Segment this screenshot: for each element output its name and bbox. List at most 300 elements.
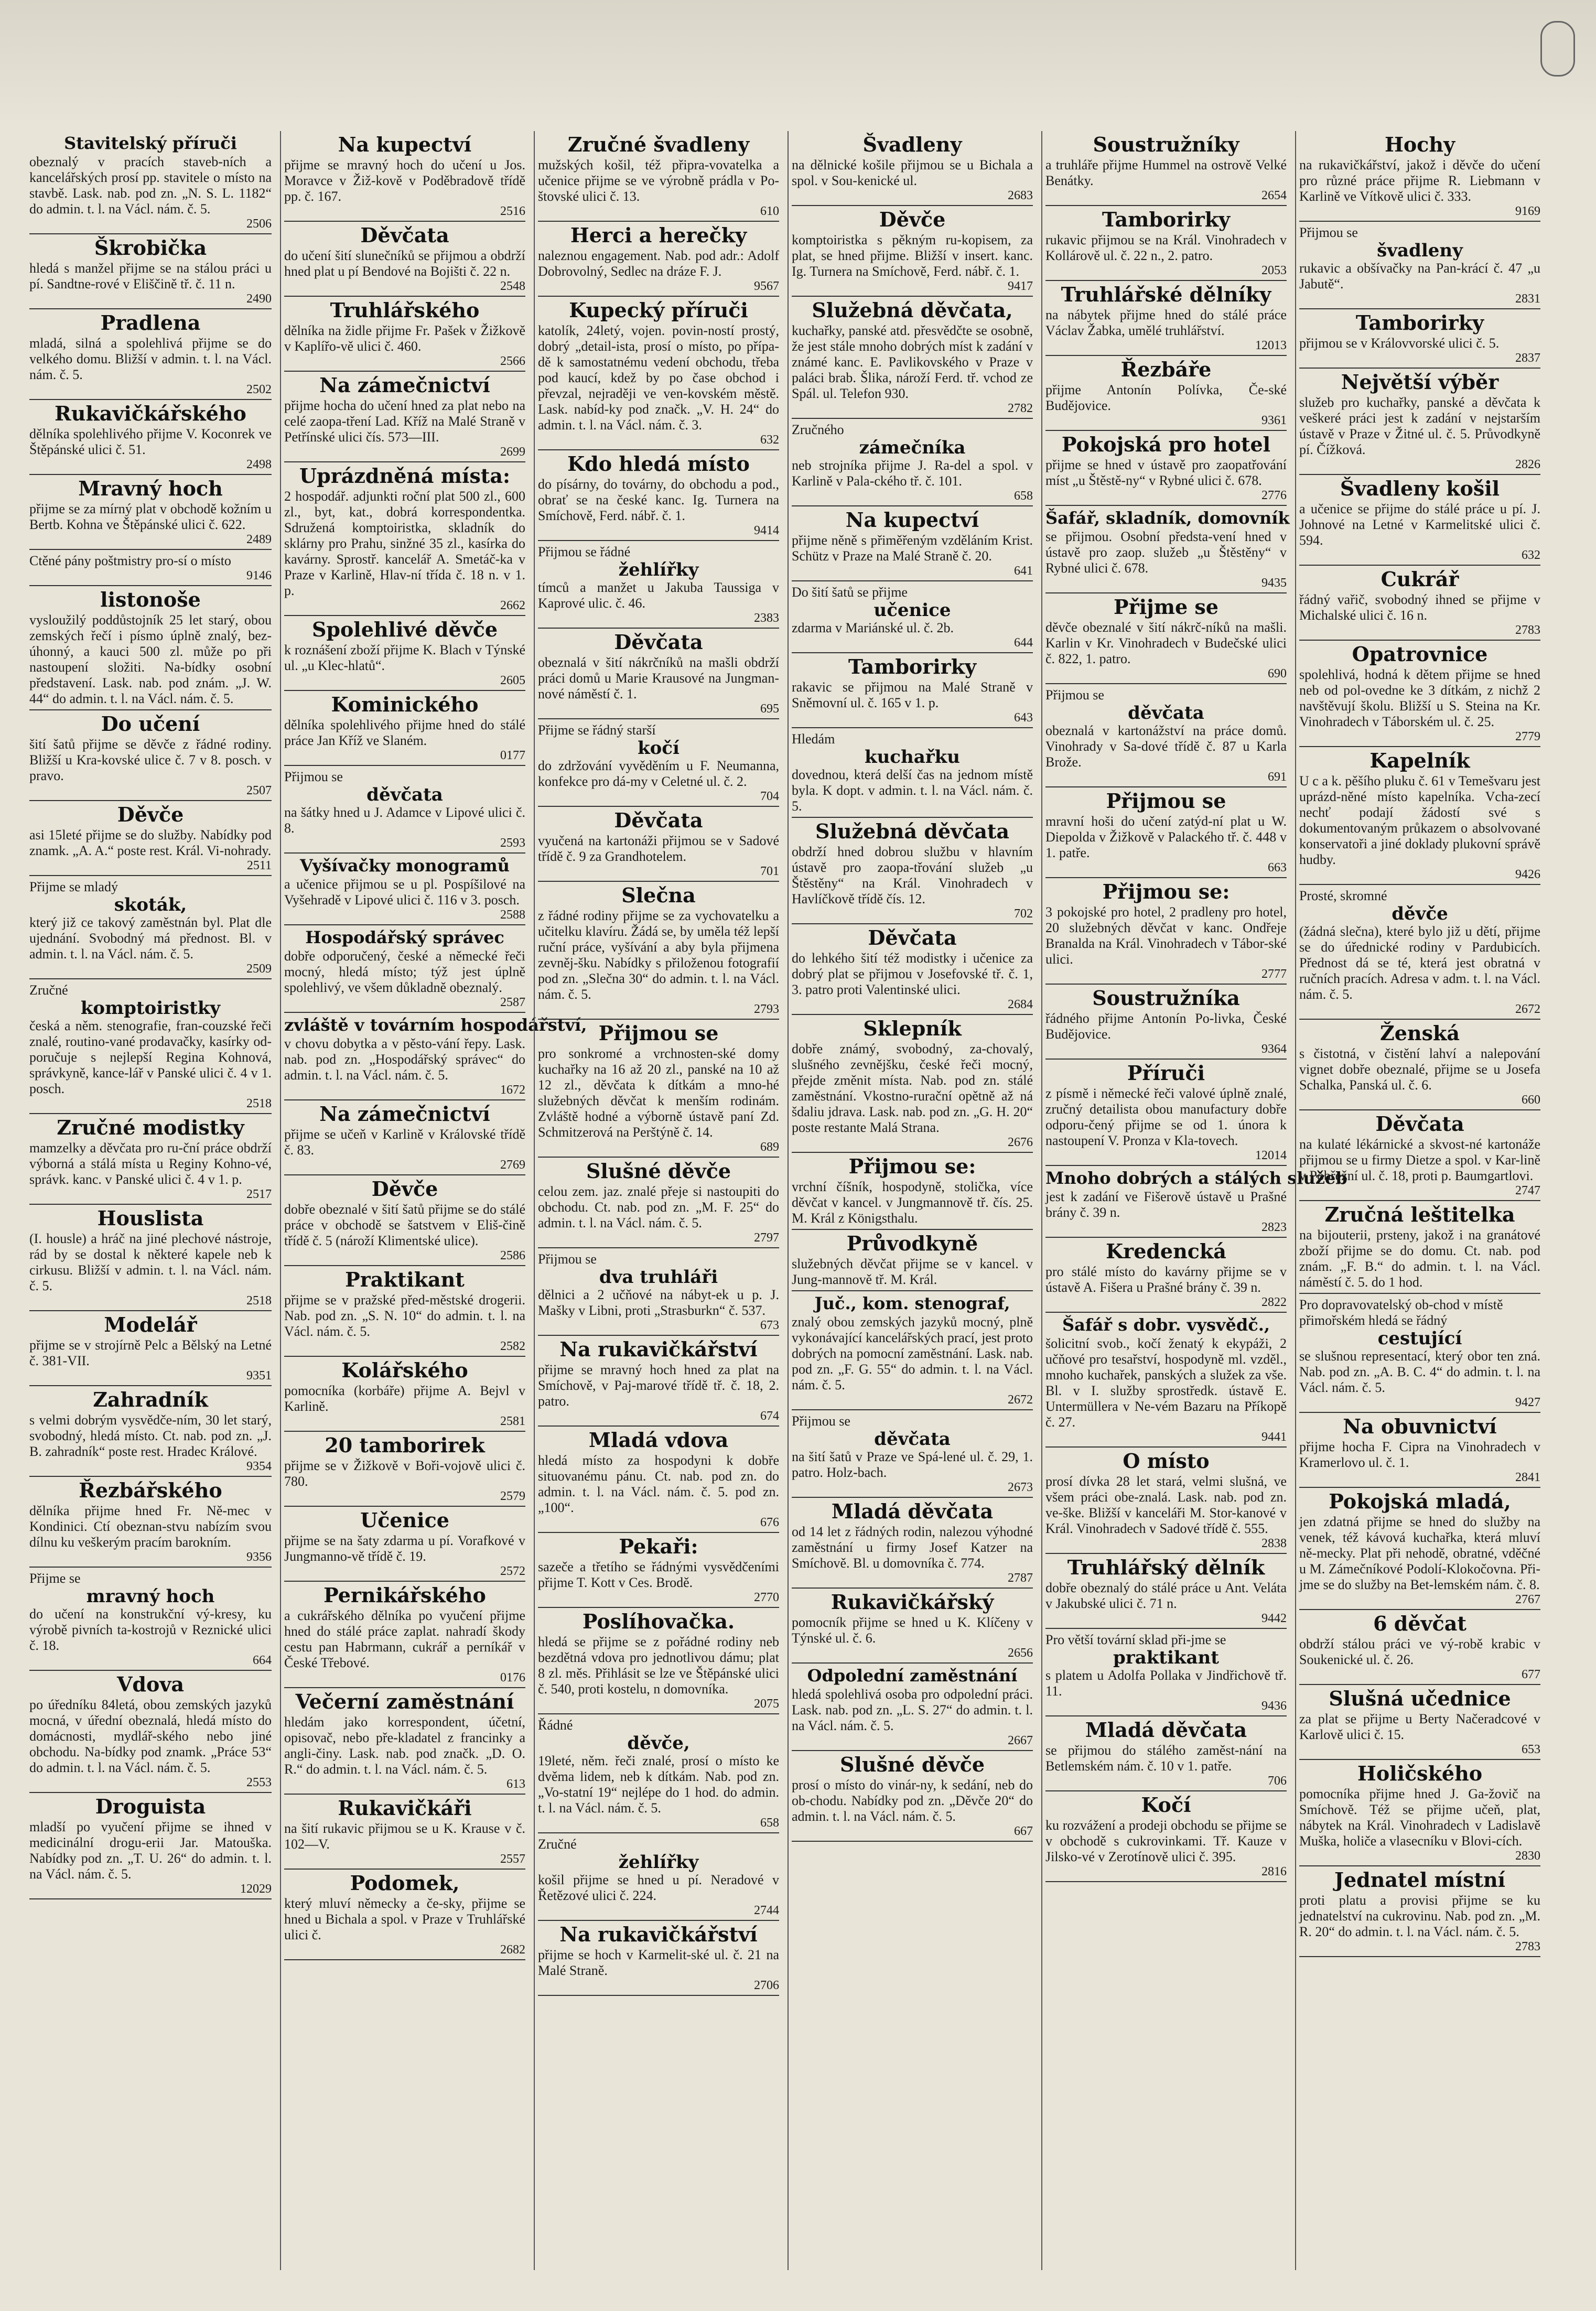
classified-ad — [538, 1921, 779, 1996]
classified-ad — [284, 1870, 525, 1960]
classified-ad — [1299, 1201, 1540, 1294]
ad-lead-text: Řádné — [538, 1718, 573, 1733]
ad-reference-number: 2744 — [754, 1904, 779, 1917]
classified-ad — [1045, 787, 1287, 878]
classified-ad — [284, 1795, 525, 1870]
classified-ad — [1045, 1238, 1287, 1313]
ad-body-text: dobře odporučený, české a německé řeči mocný, hledá místo; týž jest úplně spolehlivý, ve všem důkladně obeznalý. — [284, 948, 525, 995]
ad-lead-text: Zručného — [792, 422, 844, 437]
ad-heading: Služebná děvčata — [815, 819, 1010, 843]
classified-ad — [538, 1336, 779, 1427]
ad-heading: Pradlena — [100, 311, 201, 334]
classified-ad — [538, 131, 779, 222]
ad-heading: Uprázdněná místa: — [299, 464, 511, 488]
ad-heading: Opatrovnice — [1352, 642, 1488, 666]
classified-ad — [1299, 475, 1540, 566]
ad-heading: Zručné švadleny — [567, 133, 750, 156]
ad-heading: 20 tamborirek — [325, 1433, 485, 1457]
classified-ad — [538, 541, 779, 629]
ad-reference-number: 2516 — [500, 204, 525, 218]
classified-ad — [538, 1427, 779, 1533]
ad-reference-number: 12013 — [1255, 339, 1287, 352]
ad-reference-number: 9417 — [1008, 279, 1033, 293]
classified-ad — [1045, 1629, 1287, 1716]
ad-heading: Šafář s dobr. vysvědč., — [1062, 1315, 1270, 1335]
classified-ad — [792, 924, 1033, 1015]
ad-body-text: hledá s manžel přijme se na stálou práci u pí. Sandtne-rové v Eliščině tř. č. 11 n. — [29, 261, 272, 291]
column-3 — [534, 131, 782, 2270]
ad-heading: Vyšívačky monogramů — [300, 856, 510, 876]
ad-reference-number: 702 — [1014, 907, 1033, 921]
ad-heading: Juč., kom. stenograf, — [814, 1293, 1010, 1313]
ad-heading: Herci a herečky — [570, 223, 747, 247]
ad-heading: listonoše — [100, 588, 201, 611]
ad-lead-text: Přijme se řádný starší — [538, 722, 656, 738]
ad-heading: Poslíhovačka. — [582, 1610, 735, 1633]
ad-reference-number: 2683 — [1008, 189, 1033, 202]
classified-ad — [792, 1664, 1033, 1751]
classified-ad — [29, 550, 272, 586]
ad-body-text: hledám jako korrespondent, účetní, opisovač, nebo pře-kladatel z francinky a angli-činy. Lask. nab. pod značk. „D. O. R.“ do admin. t. l. na Václ. nám. č. 5. — [284, 1714, 525, 1777]
ad-body-text: asi 15leté přijme se do služby. Nabídky pod znamk. „A. A.“ poste rest. Král. Vi-nohrady. — [29, 827, 272, 858]
classified-ad — [1045, 131, 1287, 206]
ad-body-text: 2 hospodář. adjunkti roční plat 500 zl., 600 zl., byt, kat., dobrá korrespondentka. Sdružená komptoiristka, skladník do sklárny pro Prahu, sinžné 35 zl., kasírka do kavárny. Sprostř. kancelář A. Smetáč-ka v Praze v Karlině, Hlav-ní třída č. 18 n. v 1. p. — [284, 489, 525, 598]
classified-ad — [538, 1020, 779, 1158]
ad-reference-number: 2579 — [500, 1489, 525, 1503]
ad-body-text: hledá spolehlivá osoba pro odpolední práci. Lask. nab. pod zn. „L. S. 27“ do admin. t. l. na Václ. nám. č. 5. — [792, 1687, 1033, 1733]
ad-body-text: od 14 let z řádných rodin, nalezou výhodné zaměstnání u firmy Josef Katzer na Smíchově. Bl. u domovníka č. 774. — [792, 1524, 1033, 1571]
ad-reference-number: 9435 — [1261, 576, 1287, 590]
page-corner-icon — [1540, 21, 1575, 77]
ad-reference-number: 2518 — [246, 1097, 272, 1110]
ad-heading: Kominického — [331, 693, 479, 716]
ad-heading: Zručná leštitelka — [1324, 1203, 1515, 1226]
ad-subheading: kuchařku — [865, 747, 960, 768]
ad-body-text: do zdržování vyvěděním u F. Neumanna, konfekce pro dá-my v Celetné ul. č. 2. — [538, 758, 779, 789]
classified-ad — [1045, 593, 1287, 684]
ad-lead-text: Ctěné pány poštmistry pro-sí o místo — [29, 553, 231, 568]
ad-lead-text: Přijme se mladý — [29, 879, 118, 894]
ad-heading: Děvčata — [614, 808, 703, 832]
ad-heading: Cukrář — [1381, 567, 1459, 591]
ad-subheading: žehlířky — [618, 559, 699, 580]
classified-ad — [792, 419, 1033, 506]
ad-reference-number: 2770 — [754, 1591, 779, 1604]
ad-body-text: přijme Antonín Polívka, Če-ské Budějovice. — [1045, 382, 1287, 413]
ad-reference-number: 0176 — [500, 1671, 525, 1684]
ad-reference-number: 664 — [253, 1654, 272, 1667]
classified-ad — [1045, 985, 1287, 1060]
classified-ad — [284, 1175, 525, 1266]
ad-reference-number: 2822 — [1261, 1295, 1287, 1309]
classified-ad — [1299, 747, 1540, 885]
classified-ad — [792, 1751, 1033, 1842]
ad-subheading: zámečníka — [859, 437, 966, 458]
ad-body-text: proti platu a provisi přijme se ku jednatelství na cukrovinu. Nab. pod zn. „M. R. 20“ do admin. t. l. na Václ. nám. č. 5. — [1299, 1893, 1540, 1939]
ad-reference-number: 2511 — [246, 859, 272, 872]
classified-ad — [1045, 206, 1287, 281]
ad-subheading: děvčata — [366, 784, 443, 805]
ad-body-text: pro stálé místo do kavárny přijme se v ústavě A. Fišera u Prašné brány č. 39 n. — [1045, 1264, 1287, 1295]
classified-ad — [1299, 1610, 1540, 1685]
ad-reference-number: 2777 — [1261, 967, 1287, 981]
ad-reference-number: 9354 — [246, 1460, 272, 1473]
classified-ad — [29, 1311, 272, 1386]
ad-body-text: vrchní číšník, hospodyně, stolička, více děvčat v kancel. v Jungmannově tř. čís. 25. M. Král z Königsthalu. — [792, 1179, 1033, 1226]
ad-heading: Sklepník — [863, 1017, 962, 1040]
ad-body-text: rukavic a obšívačky na Pan-krácí č. 47 „u Jabutě“. — [1299, 261, 1540, 291]
ad-heading: Řezbáře — [1120, 358, 1212, 381]
ad-heading: Přijmou se — [1106, 789, 1226, 813]
ad-heading: Večerní zaměstnání — [295, 1690, 514, 1713]
ad-body-text: prosí o místo do vinár-ny, k sedání, neb do ob-chodu. Nabídky pod zn. „Děvče 20“ do admin. t. l. na Václ. nám. č. 5. — [792, 1777, 1033, 1824]
ad-reference-number: 2673 — [1008, 1481, 1033, 1494]
ad-heading: 6 děvčat — [1373, 1612, 1466, 1635]
classified-ad — [1299, 1294, 1540, 1413]
ad-body-text: přijme se hned v ústavě pro zaopatřování míst „u Štěstě-ny“ v Rybné ulici č. 678. — [1045, 457, 1287, 488]
ad-reference-number: 9436 — [1261, 1699, 1287, 1713]
ad-lead-text: Přijmou se — [1045, 687, 1104, 703]
ad-reference-number: 658 — [760, 1816, 779, 1830]
ad-body-text: přijme se v Žižkově v Boři-vojově ulici č. 780. — [284, 1458, 525, 1489]
ad-body-text: U c a k. pěšího pluku č. 61 v Temešvaru jest uprázd-něné místo kapelníka. Vcha-zecí nechť podají žádostí své s dokumentovaným průkazem o absolvované konservatoři a jiné doklady plukovní správě hudby. — [1299, 773, 1540, 867]
ad-reference-number: 2830 — [1515, 1849, 1540, 1863]
ad-reference-number: 2509 — [246, 962, 272, 976]
classified-ad — [29, 876, 272, 979]
ad-reference-number: 2747 — [1515, 1184, 1540, 1197]
ad-heading: Děvčata — [614, 630, 703, 654]
ad-reference-number: 12029 — [240, 1882, 272, 1896]
ad-body-text: řádný vařič, svobodný ihned se přijme v Michalské ulici č. 16 n. — [1299, 592, 1540, 623]
ad-heading: Pokojská mladá, — [1329, 1489, 1511, 1513]
classified-ad — [284, 1582, 525, 1688]
ad-body-text: děvče obeznalé v šití nákrč-níků na mašli. Karlin v Kr. Vinohradech v Budečské ulici č. 822, 1. patro. — [1045, 620, 1287, 666]
ad-heading: zvláště v továrním hospodářství, — [284, 1015, 587, 1035]
ad-body-text: kuchařky, panské atd. přesvědčte se osobně, že jest stále mnoho dobrých míst k zadání v známé kanc. E. Pavlikovského v Praze v paláci brab. Šlika, nároží Ferd. tř. vchod ze Spál. ul. Telefon 930. — [792, 323, 1033, 401]
ad-body-text: pomocníka přijme hned J. Ga-žovič na Smíchově. Též se přijme učeň, plat, nábytek na Král. Vinohradech v Ladislavě Muška, holiče a vlasecníku v Blovi-cích. — [1299, 1786, 1540, 1849]
ad-heading: Mladá děvčata — [831, 1499, 994, 1523]
classified-ad — [1045, 1060, 1287, 1166]
ad-reference-number: 2654 — [1261, 189, 1287, 202]
ad-body-text: k roznášení zboží přijme K. Blach v Týnské ul. „u Klec-hlatů“. — [284, 642, 525, 673]
ad-heading: Mravný hoch — [78, 477, 223, 500]
ad-heading: Modelář — [104, 1313, 197, 1336]
ad-body-text: řádného přijme Antonín Po-livka, České Budějovice. — [1045, 1011, 1287, 1042]
ad-body-text: do písárny, do továrny, do obchodu a pod., obrať se na české kanc. Ig. Turnera na Smíchově, Ferd. nábř. č. 1. — [538, 477, 779, 523]
classified-ad — [792, 728, 1033, 818]
classified-ad — [1299, 1760, 1540, 1866]
ad-subheading: skoták, — [114, 894, 187, 915]
ad-reference-number: 2553 — [246, 1776, 272, 1789]
classified-ad — [284, 1357, 525, 1432]
classified-ad — [1045, 281, 1287, 356]
classified-ad — [284, 372, 525, 462]
ad-heading: Holičského — [1357, 1762, 1483, 1785]
ad-reference-number: 9356 — [246, 1550, 272, 1564]
ad-body-text: přijme se mravný hoch do učení u Jos. Moravce v Žiž-kově v Poděbradově třídě pp. č. 167. — [284, 157, 525, 204]
ad-body-text: přijme hocha do učení hned za plat nebo na celé zaopa-tření Lad. Kříž na Malé Straně v Petřínské ulici čís. 573—III. — [284, 398, 525, 445]
ad-lead-text: Přijmou se řádné — [538, 544, 631, 559]
ad-body-text: pro sonkromé a vrchnosten-ské domy kuchařky na 16 až 20 zl., panské na 10 až 12 zl., děvčata k dítkám a mno-hé služebných děvčat k menším rodinám. Zvláště hodné a výborně ústavě paní Zd. Schmitzerová na Perštýně č. 14. — [538, 1046, 779, 1140]
ad-body-text: přijme se v pražské před-městské drogerii. Nab. pod zn. „S. N. 10“ do admin. t. l. na Václ. nám. č. 5. — [284, 1292, 525, 1339]
ad-body-text: vysloužilý poddůstojník 25 let starý, obou zemských řečí i písmo úplně znalý, bez-úhonný, a kauci 500 zl. může po při nastoupení složiti. Na-bídky osobní představení. Lask. nab. pod znám. „J. W. 44“ do admin. t. l. na Václ. nám. č. 5. — [29, 612, 272, 706]
ad-reference-number: 2588 — [500, 908, 525, 922]
ad-body-text: hledá místo za hospodyni k dobře situovanému pánu. Ct. nab. pod zn. do admin. t. l. na Václ. nám. č. 5. pod zn. „100“. — [538, 1453, 779, 1515]
ad-reference-number: 676 — [760, 1516, 779, 1529]
classified-ad — [792, 297, 1033, 419]
ad-body-text: s čistotná, v čistění lahví a nalepování vignet dobře obeznalé, přijme se u Josefa Schalka, Panská ul. č. 6. — [1299, 1046, 1540, 1093]
ad-heading: Stavitelský příruči — [64, 133, 237, 153]
ad-reference-number: 2672 — [1008, 1393, 1033, 1407]
ad-reference-number: 667 — [1014, 1824, 1033, 1838]
ad-reference-number: 2699 — [500, 445, 525, 459]
ad-body-text: z řádné rodiny přijme se za vychovatelku a učitelku klavíru. Žádá se, by uměla též lepší ruční práce, vyšívání a aby byla přijmena zevněj-šku. Nabídky s přiloženou fotografií pod zn. „Slečna 30“ do admin. t. l. na Václ. nám. č. 5. — [538, 908, 779, 1002]
classified-ad — [538, 450, 779, 541]
ad-reference-number: 644 — [1014, 636, 1033, 650]
ad-heading: Tamborirky — [1102, 208, 1231, 231]
ad-body-text: spolehlivá, hodná k dětem přijme se hned neb od pol-ovedne ke 3 dítkám, z nichž 2 navštěvují školu. Bližší u S. Steina na Kr. Vinohradech v Táborském ul. č. 25. — [1299, 667, 1540, 729]
ad-heading: Na kupectví — [338, 133, 472, 156]
classified-ad — [538, 882, 779, 1020]
ad-heading: Soustružníka — [1092, 986, 1240, 1010]
ad-reference-number: 658 — [1014, 489, 1033, 503]
ad-reference-number: 2782 — [1008, 402, 1033, 415]
ad-heading: Kupecký příruči — [569, 298, 748, 322]
ad-heading: Do učení — [101, 712, 200, 736]
ad-body-text: zdarma v Mariánské ul. č. 2b. — [792, 620, 954, 635]
ad-reference-number: 2682 — [500, 1943, 525, 1957]
ad-body-text: přijme se učeň v Karlině v Královské třídě č. 83. — [284, 1127, 525, 1158]
ad-body-text: přijme se za mírný plat v obchodě kožním u Bertb. Kohna ve Štěpánské ulici č. 622. — [29, 501, 272, 532]
classified-ad — [1045, 1166, 1347, 1238]
ad-reference-number: 2783 — [1515, 1940, 1540, 1953]
classified-ad — [1045, 1716, 1287, 1791]
ad-body-text: přijme se mravný hoch hned za plat na Smíchově, v Paj-marové třídě tř. č. 18, 2. patro. — [538, 1362, 779, 1409]
ad-heading: Mnoho dobrých a stálých služeb — [1045, 1168, 1347, 1188]
ad-heading: Šafář, skladník, domovník — [1045, 508, 1290, 528]
ad-body-text: sazeče a třetího se řádnými vysvědčeními přijme T. Kott v Ces. Brodě. — [538, 1559, 779, 1590]
ad-heading: Kdo hledá místo — [567, 452, 750, 476]
ad-heading: Děvče — [371, 1177, 438, 1201]
classified-ad — [792, 1291, 1033, 1410]
classified-ad — [1045, 1448, 1287, 1554]
ad-heading: Praktikant — [345, 1268, 465, 1291]
ad-body-text: jen zdatná přijme se hned do služby na venek, též kávová kuchařka, která mluví ně-mecky. Plat při nehodě, obratné, vděčné u M. Zámečníkové Podolí-Klokočovna. Při-jme se do služby na Bet-lemském nám. č. 8. — [1299, 1514, 1540, 1592]
ad-reference-number: 704 — [760, 790, 779, 803]
ad-subheading: žehlířky — [618, 1852, 699, 1873]
ad-reference-number: 2593 — [500, 836, 525, 850]
ad-heading: Děvčata — [360, 223, 449, 247]
classified-ad — [284, 1266, 525, 1357]
ad-reference-number: 9414 — [754, 524, 779, 537]
ad-body-text: přijme něně s přiměřeným vzděláním Krist. Schütz v Praze na Malé Straně č. 20. — [792, 533, 1033, 564]
ad-reference-number: 695 — [760, 702, 779, 716]
ad-reference-number: 2518 — [246, 1294, 272, 1308]
ad-heading: Slušné děvče — [586, 1159, 731, 1183]
ad-reference-number: 2507 — [246, 784, 272, 797]
ad-subheading: děvčata — [1128, 703, 1204, 723]
ad-body-text: košil přijme se hned u pí. Neradové v Řetězové ulici č. 224. — [538, 1872, 779, 1903]
ad-subheading: učenice — [874, 600, 951, 621]
ad-heading: Slušná učednice — [1329, 1687, 1511, 1710]
ad-heading: Vdova — [116, 1672, 185, 1696]
ad-body-text: do učení na konstrukční vý-kresy, ku výrobě pivních ta-kostrojů v Reznické ulici č. 18. — [29, 1606, 272, 1653]
ad-lead-text: Prosté, skromné — [1299, 888, 1387, 903]
ad-reference-number: 2581 — [500, 1414, 525, 1428]
ad-subheading: děvčata — [874, 1429, 951, 1450]
classified-ad — [1299, 1488, 1540, 1610]
ad-body-text: přijmou se v Královvorské ulici č. 5. — [1299, 336, 1500, 351]
ad-body-text: s velmi dobrým vysvědče-ním, 30 let starý, svobodný, hledá místo. Ct. nab. pod zn. „J. B. zahradník“ poste rest. Hradec Králové. — [29, 1412, 272, 1459]
ad-body-text: 3 pokojské pro hotel, 2 pradleny pro hotel, 20 služebných děvčat v kanc. Ondřeje Branalda na Král. Vinohradech v Tábor-ské ulici. — [1045, 904, 1287, 967]
ad-body-text: na nábytek přijme hned do stálé práce Václav Žabka, umělé truhlářství. — [1045, 307, 1287, 338]
ad-reference-number: 9441 — [1261, 1430, 1287, 1444]
classified-ad — [29, 309, 272, 400]
ad-subheading: švadleny — [1377, 240, 1463, 261]
ad-heading: Rukavičkářského — [55, 402, 246, 425]
ad-reference-number: 2586 — [500, 1249, 525, 1262]
classified-ad — [1045, 431, 1287, 506]
ad-body-text: dobře obeznalý do stálé práce u Ant. Veláta v Jakubské ulici č. 71 n. — [1045, 1580, 1287, 1611]
ad-body-text: na kulaté lékárnické a skvost-né kartonáže přijmou se u firmy Dietze a spol. v Kar-lině v Pobřežní ul. č. 18, proti p. Baumgartlovi. — [1299, 1137, 1540, 1183]
ad-body-text: přijme se hoch v Karmelit-ské ul. č. 21 na Malé Straně. — [538, 1947, 779, 1978]
classified-ad — [1045, 1791, 1287, 1882]
ad-reference-number: 701 — [760, 865, 779, 878]
classified-ad — [284, 462, 525, 616]
classified-ad — [1045, 506, 1290, 593]
ad-reference-number: 12014 — [1255, 1149, 1287, 1162]
ad-body-text: (I. housle) a hráč na jiné plechové nástroje, rád by se dostal k některé kapele neb k cirkusu. Bližší v admin. t. l. na Václ. nám. č. 5. — [29, 1231, 272, 1293]
ad-body-text: na dělnické košile přijmou se u Bichala a spol. v Sou-kenické ul. — [792, 157, 1033, 188]
ad-heading: Švadleny — [862, 133, 962, 156]
ad-reference-number: 641 — [1014, 564, 1033, 578]
ad-reference-number: 2837 — [1515, 351, 1540, 365]
classified-ad — [284, 297, 525, 372]
ad-heading: Učenice — [360, 1508, 449, 1532]
ad-heading: O místo — [1123, 1449, 1210, 1473]
ad-lead-text: Pro větší tovární sklad při-jme se — [1045, 1632, 1226, 1647]
classified-ad — [29, 475, 272, 550]
classified-ad — [284, 854, 525, 925]
ad-heading: Kolářského — [341, 1358, 468, 1382]
ad-reference-number: 2662 — [500, 599, 525, 612]
ad-heading: Děvčata — [1375, 1112, 1464, 1136]
classified-ad — [538, 1248, 779, 1336]
classified-ad — [284, 616, 525, 691]
ad-reference-number: 2490 — [246, 292, 272, 306]
ad-body-text: mravní hoši do učení zatýd-ní plat u W. Diepolda v Žižkově v Palackého tř. č. 448 v 1. patře. — [1045, 814, 1287, 860]
ad-heading: Tamborirky — [848, 655, 977, 678]
ad-heading: Hospodářský správec — [305, 927, 504, 947]
ad-reference-number: 2383 — [754, 611, 779, 625]
ad-body-text: hledá se přijme se z pořádné rodiny neb bezdětná vdova pro jednotlivou dámu; plat 8 zl. měs. Přihlásit se lze ve Štěpánské ulici č. 540, proti kostelu, n domovníka. — [538, 1634, 779, 1697]
ad-reference-number: 9442 — [1261, 1612, 1287, 1625]
ad-heading: Na rukavičkářství — [559, 1923, 758, 1946]
ad-body-text: dělníka spolehlivého přijme V. Koconrek ve Štěpánské ulici č. 51. — [29, 426, 272, 457]
ad-heading: Největší výběr — [1341, 370, 1499, 394]
ad-heading: Spolehlivé děvče — [311, 618, 498, 641]
classified-ad — [538, 1608, 779, 1714]
classified-ad — [29, 131, 272, 234]
ad-reference-number: 691 — [1268, 770, 1287, 784]
classified-ad — [792, 131, 1033, 206]
ad-body-text: a učenice přijmou se u pl. Pospíšilové na Vyšehradě v Lipové ulici č. 116 v 3. posch. — [284, 877, 525, 908]
ad-reference-number: 632 — [1522, 548, 1540, 562]
ad-heading: Houslista — [97, 1206, 204, 1230]
classified-ad — [1299, 885, 1540, 1020]
ad-reference-number: 9427 — [1515, 1396, 1540, 1409]
ad-body-text: česká a něm. stenografie, fran-couzské řeči znalé, routino-vané prodavačky, kasírky od-poručuje s nejlepší Regina Kohnová, správkyně, kance-lář v Panské ulici č. 4 v 1. posch. — [29, 1018, 272, 1096]
ad-reference-number: 2566 — [500, 354, 525, 368]
ad-body-text: se přijmou. Osobní předsta-vení hned v ústavě pro zaop. služeb „u Štěstěny“ v Rybné ulici č. 678. — [1045, 529, 1287, 576]
column-4 — [788, 131, 1036, 2270]
ad-body-text: obeznalá v šití nákrčníků na mašli obdrží práci domů u Marie Krausové na Jungman-nové náměstí č. 1. — [538, 655, 779, 701]
ad-body-text: služebných děvčat přijme se v kancel. v Jung-mannově tř. M. Král. — [792, 1256, 1033, 1287]
ad-reference-number: 9364 — [1261, 1042, 1287, 1056]
ad-reference-number: 2826 — [1515, 458, 1540, 471]
ad-body-text: šití šatů přijme se děvče z řádné rodiny. Bližší u Kra-kovské ulice č. 7 v 8. posch. v pravo. — [29, 737, 272, 783]
classified-ad — [29, 1477, 272, 1568]
classified-ad — [1299, 222, 1540, 309]
ad-body-text: na šití rukavic přijmou se u K. Krause v č. 102—V. — [284, 1821, 525, 1852]
ad-reference-number: 2797 — [754, 1231, 779, 1245]
classified-ad — [1045, 684, 1287, 787]
ad-heading: Služebná děvčata, — [812, 298, 1013, 322]
ad-reference-number: 613 — [506, 1777, 525, 1791]
classified-ad — [1299, 1413, 1540, 1488]
ad-body-text: katolík, 24letý, vojen. povin-ností prostý, dobrý „detail-ista, prosí o místo, po přípa-dě k samostatnému vedení obchodu, třeba pod kaucí, kdež by po čase obchod i převzal, nejraději ve ven-kovském městě. Lask. nabíd-ky pod značk. „V. H. 24“ do admin. t. l. na Václ. nám. č. 3. — [538, 323, 779, 433]
ad-heading: Pernikářského — [323, 1583, 486, 1607]
classified-ad — [29, 710, 272, 801]
classified-ad — [1045, 1313, 1287, 1448]
ad-body-text: pomocník přijme se hned u K. Klíčeny v Týnské ul. č. 6. — [792, 1615, 1033, 1646]
ad-reference-number: 2605 — [500, 674, 525, 687]
ad-heading: Rukavičkářský — [831, 1590, 994, 1614]
page-top-margin — [0, 0, 1596, 126]
ad-heading: Hochy — [1384, 133, 1455, 156]
ad-body-text: mužských košil, též připra-vovatelka a učenice přijme se ve výrobně prádla v Po-štovské ulici č. 13. — [538, 157, 779, 204]
classified-ad — [284, 766, 525, 854]
ad-body-text: naleznou engagement. Nab. pod adr.: Adolf Dobrovolný, Sedlec na dráze F. J. — [538, 248, 779, 279]
classified-ad — [284, 1507, 525, 1582]
ad-reference-number: 690 — [1268, 667, 1287, 681]
ad-heading: Mladá vdova — [588, 1428, 729, 1452]
ad-body-text: rakavic se přijmou na Malé Straně v Sněmovní ul. č. 165 v 1. p. — [792, 679, 1033, 710]
ad-heading: Zahradník — [93, 1388, 208, 1411]
ad-heading: Rukavičkáři — [338, 1796, 472, 1820]
ad-heading: Slušné děvče — [839, 1753, 985, 1776]
classified-ad — [1299, 1866, 1540, 1957]
ad-reference-number: 610 — [760, 204, 779, 218]
ad-reference-number: 2793 — [754, 1002, 779, 1016]
classified-ad — [792, 653, 1033, 728]
ad-body-text: komptoiristka s pěkným ru-kopisem, za plat, se hned přijme. Bližší v insert. kanc. Ig. Turnera na Smíchově, Ferd. nábř. č. 1. — [792, 232, 1033, 279]
classified-ad — [284, 1688, 525, 1795]
ad-lead-text: Přijmou se — [284, 769, 343, 784]
ad-body-text: prosí dívka 28 let stará, velmi slušná, ve všem práci obe-znalá. Lask. nab. pod zn. ve-ške. Bližší v kanceláři M. Stor-kanové v Král. Vinohradech v Sadové třídě č. 555. — [1045, 1474, 1287, 1536]
classified-ad — [792, 1589, 1033, 1664]
classified-ad — [538, 297, 779, 450]
ad-heading: Na obuvnictví — [1343, 1414, 1497, 1438]
ad-body-text: jest k zadání ve Fišerově ústavě u Prašné brány č. 39 n. — [1045, 1189, 1287, 1220]
ad-body-text: obdrží stálou práci ve vý-robě krabic v Soukenické ul. č. 26. — [1299, 1636, 1540, 1667]
classified-ad — [1299, 131, 1540, 222]
ad-body-text: na bijouterii, prsteny, jakož i na granátové zboží přijme se do domu. Ct. nab. pod znám. „F. B.“ do admin. t. l. na Václ. náměstí č. 5. do 1 hod. — [1299, 1227, 1540, 1290]
ad-body-text: v chovu dobytka a v pěsto-vání řepy. Lask. nab. pod zn. „Hospodářský správec“ do admin. t. l. na Václ. nám. č. 5. — [284, 1036, 525, 1083]
classified-ad — [792, 1410, 1033, 1498]
ad-heading: Děvčata — [868, 926, 957, 949]
ad-body-text: přijme se v strojírně Pelc a Bělský na Letné č. 381-VII. — [29, 1337, 272, 1368]
